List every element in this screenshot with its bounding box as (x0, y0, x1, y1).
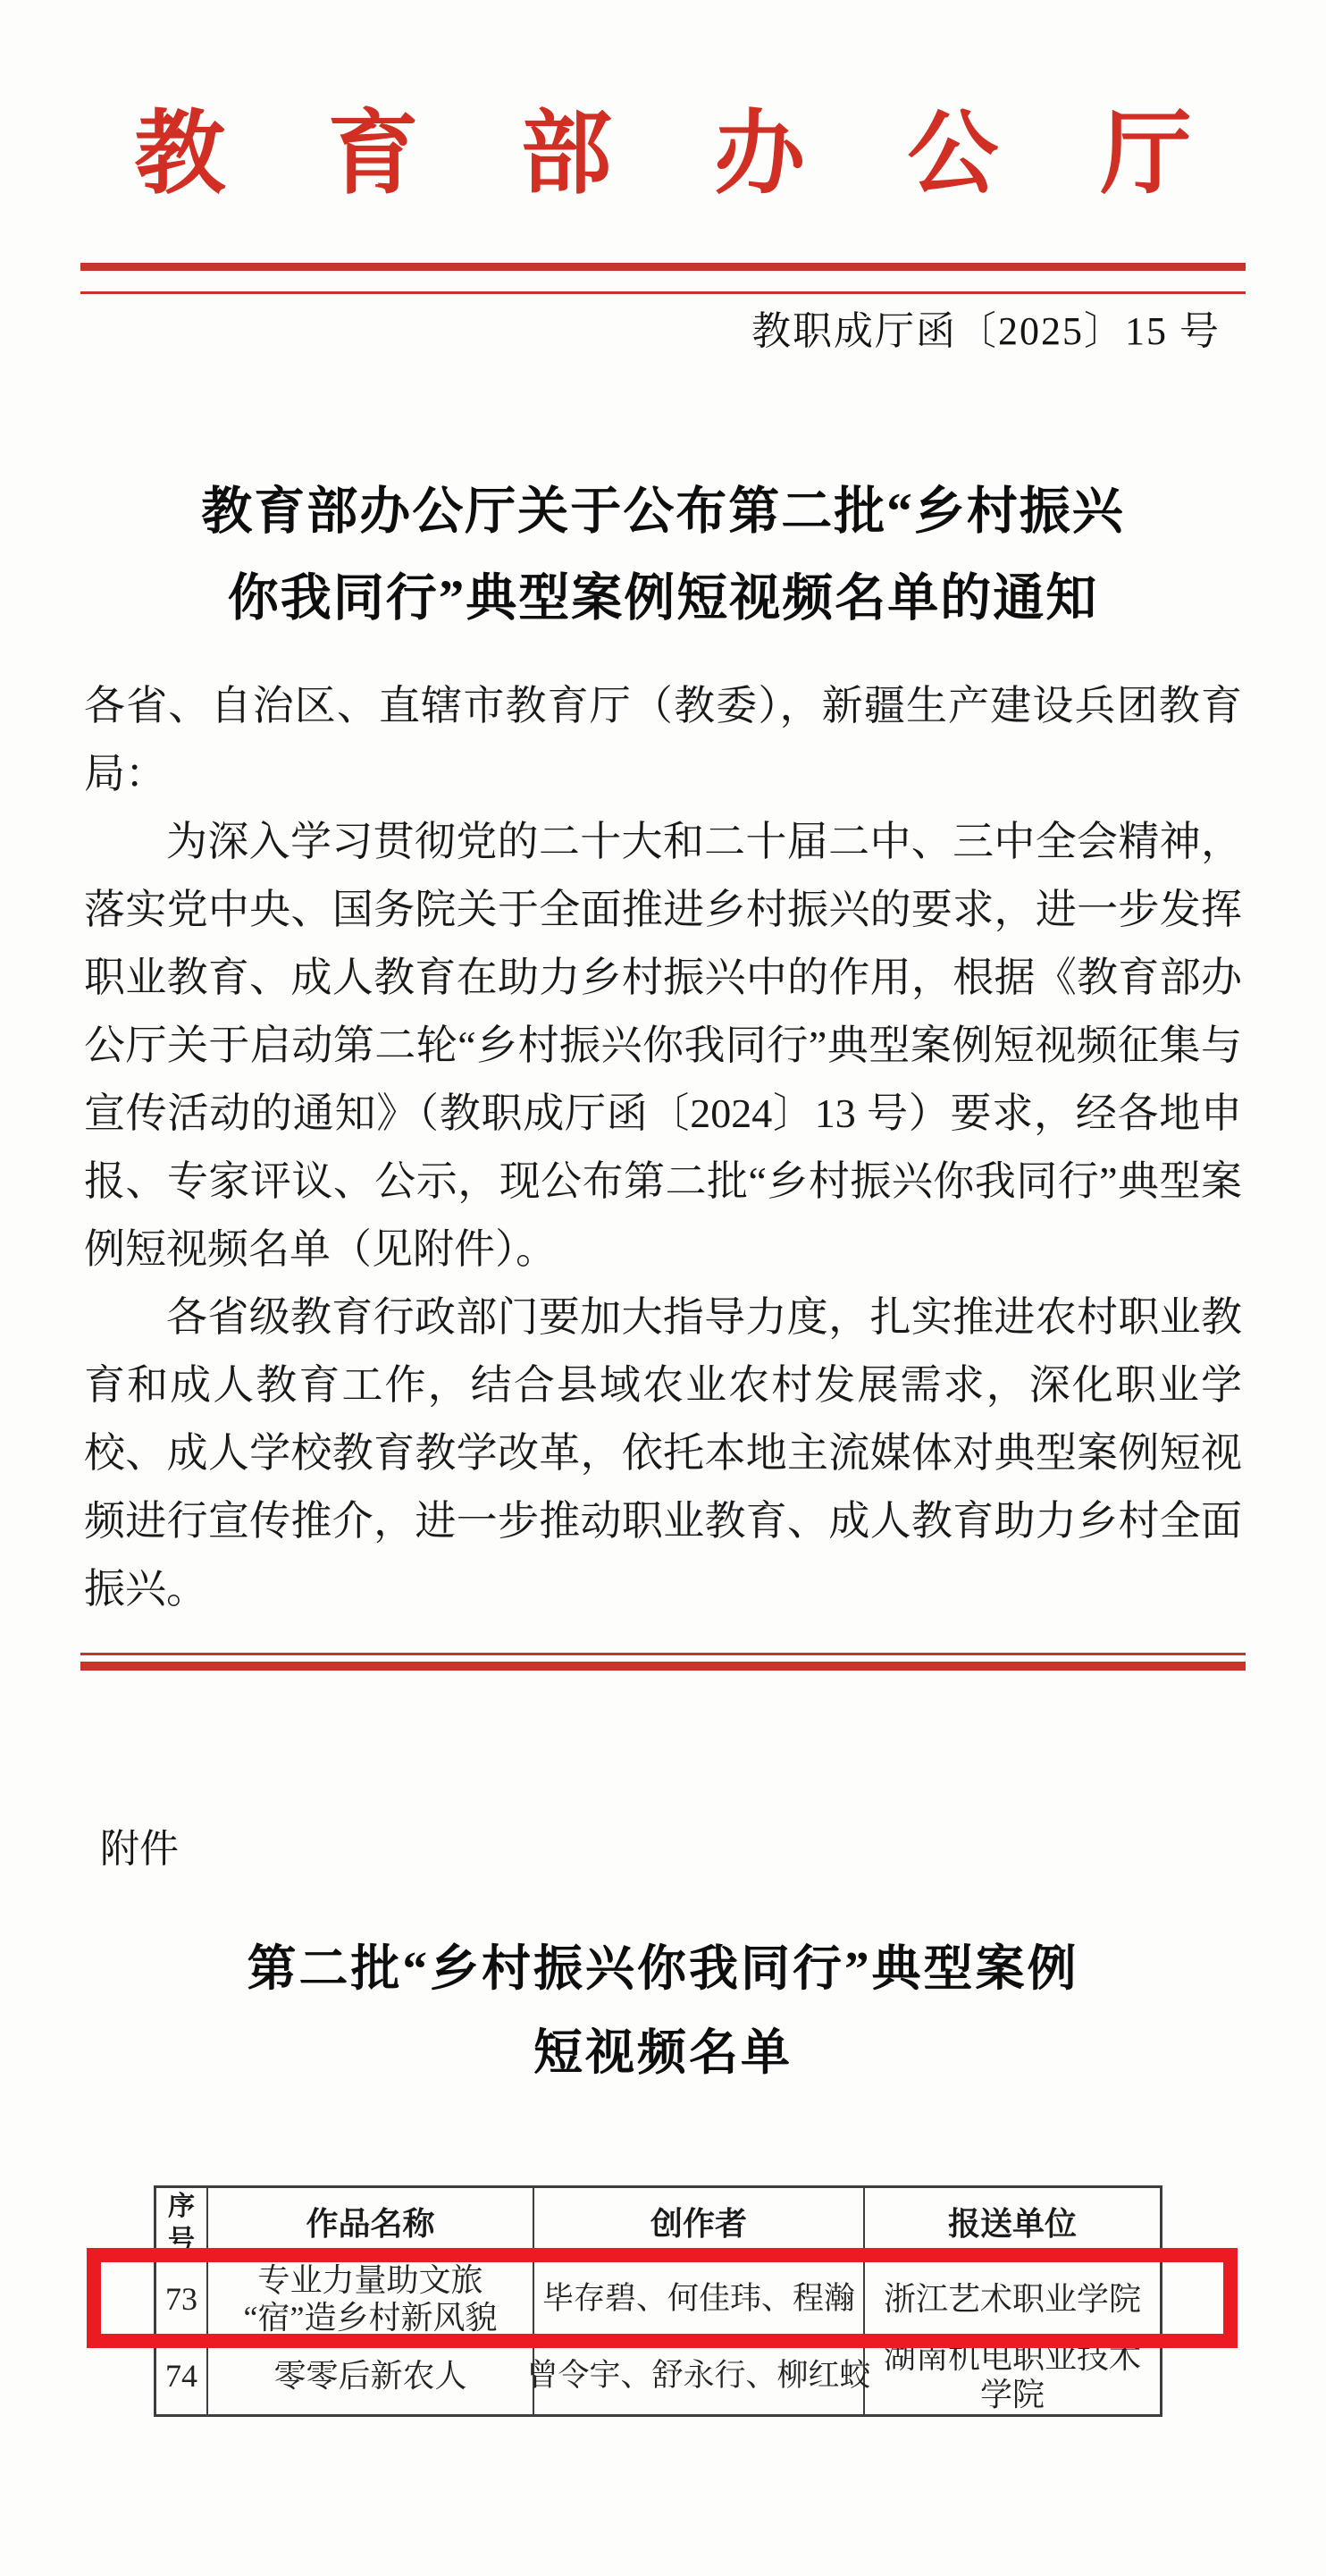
col-header-work-title: 作品名称 (208, 2188, 534, 2261)
row-74-serial: 74 (156, 2337, 208, 2414)
bottom-rule-thick (80, 1662, 1246, 1671)
row-73-organization: 浙江艺术职业学院 (865, 2261, 1160, 2337)
paragraph-2: 各省级教育行政部门要加大指导力度，扎实推进农村职业教育和成人教育工作，结合县域农业农村发展需求，深化职业学校、成人学校教育教学改革，依托本地主流媒体对典型案例短视频进行宣传推介，进一步推动职业教育、成人教育助力乡村全面振兴。 (84, 1294, 1242, 1612)
paragraph-1: 为深入学习贯彻党的二十大和二十届二中、三中全会精神，落实党中央、国务院关于全面推进乡村振兴的要求，进一步发挥职业教育、成人教育在助力乡村振兴中的作用，根据《教育部办公厅关于启动第二轮“乡村振兴你我同行”典型案例短视频征集与宣传活动的通知》（教职成厅函〔2024〕13 号）要求，经各地申报、专家评议、公示，现公布第二批“乡村振兴你我同行”典型案例短视频名单（见附件）。 (84, 819, 1242, 1272)
row-73-title-line1: 专业力量助文旅 (257, 2261, 483, 2298)
bottom-rule-thin (80, 1653, 1246, 1655)
top-rule-thick (80, 263, 1246, 271)
row-73-creators: 毕存碧、何佳玮、程瀚 (534, 2261, 865, 2337)
doc-title-line1: 教育部办公厅关于公布第二批“乡村振兴 (201, 484, 1125, 540)
row-73-title-line2: “宿”造乡村新风貌 (243, 2299, 498, 2336)
attachment-title (0, 1927, 1326, 2095)
row-74-creators: 曾令宇、舒永行、柳红蛟 (534, 2337, 865, 2414)
col-header-creators: 创作者 (534, 2188, 865, 2261)
attachment-label: 附件 (100, 1827, 179, 1871)
col-header-organization: 报送单位 (865, 2188, 1160, 2261)
doc-title (0, 468, 1326, 642)
doc-title-line2: 你我同行”典型案例短视频名单的通知 (227, 570, 1099, 627)
attachment-title-line2: 短视频名单 (533, 2025, 793, 2080)
doc-body (84, 672, 1242, 1623)
col-header-serial: 序号 (156, 2188, 208, 2261)
letterhead (0, 100, 1326, 211)
top-rule-thin (80, 291, 1246, 294)
letterhead-text: 教育部办公厅 (134, 105, 1294, 206)
attachment-title-line1: 第二批“乡村振兴你我同行”典型案例 (247, 1941, 1079, 1996)
row-74-organization: 湖南机电职业技术学院 (883, 2339, 1141, 2412)
row-74-work-title: 零零后新农人 (208, 2337, 534, 2414)
row-73-highlight-box (87, 2248, 1238, 2348)
doc-number: 教职成厅函〔2025〕15 号 (751, 309, 1221, 353)
row-73-serial: 73 (156, 2261, 208, 2337)
salutation: 各省、自治区、直辖市教育厅（教委），新疆生产建设兵团教育局： (84, 683, 1242, 796)
